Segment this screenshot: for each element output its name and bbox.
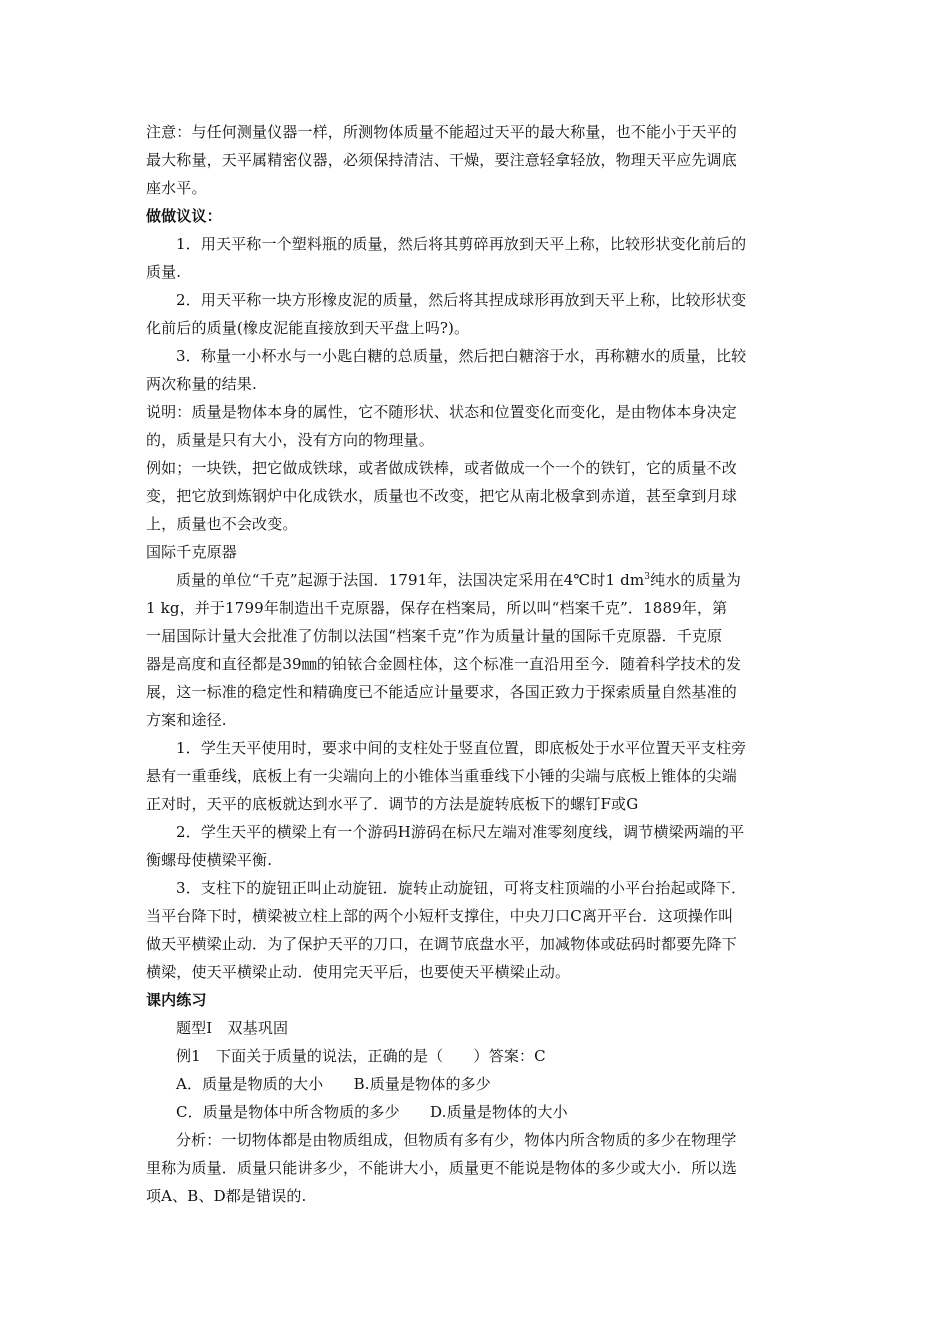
example-question: 例1 下面关于质量的说法，正确的是（ ）答案：C [176, 1047, 546, 1065]
activity-3-line-1: 3．称量一小杯水与一小匙白糖的总质量，然后把白糖溶于水，再称糖水的质量，比较 [176, 347, 747, 365]
superscript-3: 3 [644, 572, 651, 582]
section-heading-activities: 做做议议： [146, 207, 222, 225]
balance-note-1-line-3: 正对时，天平的底板就达到水平了．调节的方法是旋转底板下的螺钉F或G [146, 795, 639, 813]
example-line-2: 变，把它放到炼钢炉中化成铁水，质量也不改变，把它从南北极拿到赤道，甚至拿到月球 [146, 487, 737, 505]
example-line-1: 例如；一块铁，把它做成铁球，或者做成铁棒，或者做成一个一个的铁钉，它的质量不改 [146, 459, 737, 477]
balance-note-3-line-1: 3．支柱下的旋钮正叫止动旋钮．旋转止动旋钮，可将支柱顶端的小平台抬起或降下． [176, 879, 747, 897]
kilogram-line-4: 器是高度和直径都是39㎜的铂铱合金圆柱体，这个标准一直沿用至今．随着科学技术的发 [146, 655, 742, 673]
section-heading-exercises: 课内练习 [146, 991, 207, 1009]
activity-2-line-1: 2．用天平称一块方形橡皮泥的质量，然后将其捏成球形再放到天平上称，比较形状变 [176, 291, 747, 309]
kilogram-line-3: 一届国际计量大会批准了仿制以法国“档案千克”作为质量计量的国际千克原器．千克原 [146, 627, 723, 645]
kilogram-line-1 [176, 566, 846, 594]
note-line-1: 注意：与任何测量仪器一样，所测物体质量不能超过天平的最大称量，也不能小于天平的 [146, 123, 737, 141]
kilogram-line-2: 1 kg，并于1799年制造出千克原器，保存在档案局，所以叫“档案千克”．1889年，第 [146, 599, 728, 617]
balance-note-1-line-2: 悬有一重垂线，底板上有一尖端向上的小锥体当重垂线下小锤的尖端与底板上锥体的尖端 [146, 767, 737, 785]
balance-note-1-line-1: 1．学生天平使用时，要求中间的支柱处于竖直位置，即底板处于水平位置天平支柱旁 [176, 739, 747, 757]
example-line-3: 上，质量也不会改变。 [146, 515, 298, 533]
subheading-kilogram-prototype: 国际千克原器 [146, 543, 237, 561]
note-line-3: 座水平。 [146, 179, 207, 197]
kilogram-line-5: 展，这一标准的稳定性和精确度已不能适应计量要求，各国正致力于探索质量自然基准的 [146, 683, 737, 701]
kilogram-line-6: 方案和途径. [146, 711, 227, 729]
analysis-line-2: 里称为质量．质量只能讲多少，不能讲大小，质量更不能说是物体的多少或大小．所以选 [146, 1159, 737, 1177]
activity-1-line-2: 质量. [146, 263, 182, 281]
explanation-line-2: 的，质量是只有大小，没有方向的物理量。 [146, 431, 434, 449]
balance-note-3-line-3: 做天平横梁止动．为了保护天平的刀口，在调节底盘水平，加减物体或砝码时都要先降下 [146, 935, 737, 953]
explanation-line-1: 说明：质量是物体本身的属性，它不随形状、状态和位置变化而变化，是由物体本身决定 [146, 403, 737, 421]
activity-2-line-2: 化前后的质量(橡皮泥能直接放到天平盘上吗?)。 [146, 319, 470, 337]
balance-note-2-line-1: 2．学生天平的横梁上有一个游码H游码在标尺左端对准零刻度线，调节横梁两端的平 [176, 823, 745, 841]
analysis-line-3: 项A、B、D都是错误的. [146, 1187, 307, 1205]
balance-note-2-line-2: 衡螺母使横梁平衡. [146, 851, 273, 869]
question-type-heading: 题型Ⅰ 双基巩固 [176, 1019, 289, 1037]
options-c-d: C．质量是物体中所含物质的多少 D.质量是物体的大小 [176, 1103, 568, 1121]
balance-note-3-line-4: 横梁，使天平横梁止动．使用完天平后，也要使天平横梁止动。 [146, 963, 571, 981]
kilogram-line-1-tail: 纯水的质量为 [650, 571, 742, 589]
balance-note-3-line-2: 当平台降下时，横梁被立柱上部的两个小短杆支撑住，中央刀口C离开平台．这项操作叫 [146, 907, 734, 925]
activity-3-line-2: 两次称量的结果. [146, 375, 257, 393]
options-a-b: A．质量是物质的大小 B.质量是物体的多少 [176, 1075, 491, 1093]
kilogram-line-1-text: 质量的单位“千克”起源于法国．1791年，法国决定采用在4℃时1 dm [176, 571, 645, 589]
note-line-2: 最大称量，天平属精密仪器，必须保持清洁、干燥，要注意轻拿轻放，物理天平应先调底 [146, 151, 737, 169]
analysis-line-1: 分析：一切物体都是由物质组成，但物质有多有少，物体内所含物质的多少在物理学 [176, 1131, 737, 1149]
activity-1-line-1: 1．用天平称一个塑料瓶的质量，然后将其剪碎再放到天平上称，比较形状变化前后的 [176, 235, 747, 253]
